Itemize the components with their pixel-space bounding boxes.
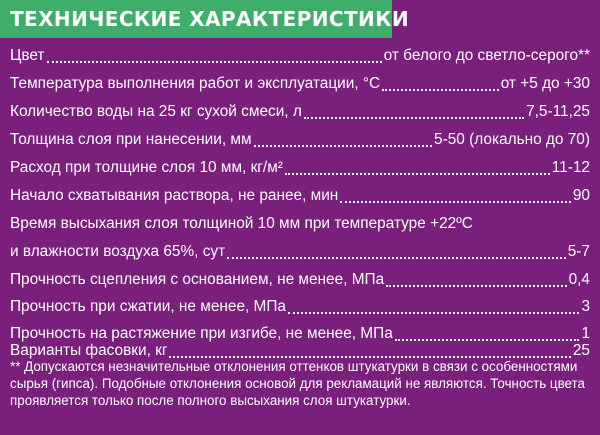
dot-leader [340, 201, 571, 203]
dot-leader [288, 312, 579, 314]
spec-label: Толщина слоя при нанесении, мм [10, 131, 252, 148]
spec-row-thickness [10, 129, 590, 151]
spec-label: Прочность на растяжение при изгибе, не менее, МПа [10, 325, 393, 342]
spec-value: 1 [581, 325, 590, 342]
spec-value: 3 [581, 298, 590, 315]
spec-label: Цвет [10, 47, 45, 64]
spec-label: Температура выполнения работ и эксплуатации, °C [10, 75, 381, 92]
spec-row-adhesion [10, 269, 590, 291]
spec-row-drying-line1 [10, 213, 590, 235]
spec-value: 5-7 [567, 243, 590, 260]
spec-value: 7,5-11,25 [526, 103, 590, 120]
dot-leader [285, 173, 550, 175]
spec-label: Начало схватывания раствора, не ранее, мин [10, 187, 339, 204]
spec-row-color [10, 45, 590, 67]
dot-leader [304, 117, 524, 119]
spec-row-consumption [10, 157, 590, 179]
spec-row-compression [10, 296, 590, 318]
spec-value: 0,4 [568, 271, 590, 288]
dot-leader [254, 145, 432, 147]
spec-value: 25 [572, 342, 590, 359]
spec-value: 5-50 (локально до 70) [434, 131, 590, 148]
spec-label: и влажности воздуха 65%, сут [10, 243, 226, 260]
spec-value: 90 [572, 187, 590, 204]
spec-row-drying-line2 [10, 241, 590, 263]
spec-value: 11-12 [551, 159, 590, 176]
spec-label: Время высыхания слоя толщиной 10 мм при температуре +22ºC [10, 215, 473, 232]
spec-label: Прочность при сжатии, не менее, МПа [10, 298, 286, 315]
spec-row-setting [10, 185, 590, 207]
spec-row-water [10, 101, 590, 123]
spec-label: Количество воды на 25 кг сухой смеси, л [10, 103, 302, 120]
dot-leader [47, 61, 382, 63]
spec-value: от +5 до +30 [500, 75, 590, 92]
spec-row-temperature [10, 73, 590, 95]
dot-leader [382, 89, 499, 91]
spec-label: Варианты фасовки, кг [10, 342, 168, 359]
footnote: ** Допускаются незначительные отклонения оттенков штукатурки в связи с особенностями сырья (гипса). Подобные отклонения основой для рекламаций не являются. Точность цвета проявляется только после полного высыхания слоя штукатурки. [10, 359, 585, 408]
spec-label: Прочность сцепления с основанием, не менее, МПа [10, 271, 385, 288]
header-banner [0, 0, 410, 38]
dot-leader [386, 285, 566, 287]
dot-leader [227, 257, 566, 259]
spec-label: Расход при толщине слоя 10 мм, кг/м² [10, 159, 283, 176]
section-title: ТЕХНИЧЕСКИЕ ХАРАКТЕРИСТИКИ [10, 7, 410, 31]
spec-value: от белого до светло-серого** [383, 47, 590, 64]
